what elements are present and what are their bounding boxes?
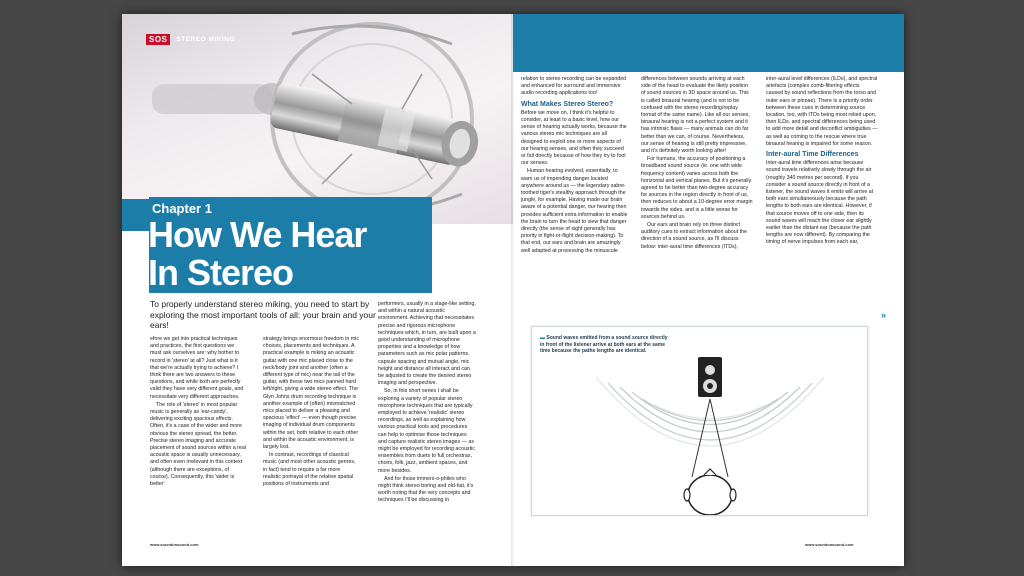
caption-marker-icon: ▬ xyxy=(540,335,547,341)
body-paragraph: Inter-aural time differences arise because sound travels relatively slowly through the air (roughly 340 metres per second). If you consider a sound source directly in front of a listener, the sound waves it emits will arrive at both ears simultaneously because the path lengths to both ears are identical. However, if that source moves off to one side, then its sound waves will reach the closer ear slightly earlier than the distant ear (because the path lengths are now different). By comparing the timing of nerve impulses from each ear, xyxy=(766,160,874,246)
body-paragraph: inter-aural level differences (ILDs), and spectral artefacts (complex comb-filtering effects caused by sound reflections from the torso and outer ears or pinnae). There is a priority order between these cues in determining source location, too, with ITDs being most relied upon, then ILDs, and spectral differences being used to add more detail and deconflict ambiguities — as well as coming to the rescue where true binaural hearing is impaired for some reason. xyxy=(766,76,878,147)
figure-caption-text: Sound waves emitted from a sound source directly in front of the listener arrive at both ears at the same time because the paths lengths are identical. xyxy=(540,335,668,354)
accent-band xyxy=(513,14,904,72)
body-paragraph: Our ears and brain rely on three distinct auditory cues to extract information about the direction of a sound source, as I'll discuss below: inter-aural time differences (ITDs), xyxy=(641,222,747,250)
speaker-icon xyxy=(698,357,722,397)
body-paragraph: The role of 'stereo' in most popular music is generally as 'ear-candy', delivering exciting spacious effects. Often, it's a case of the wider and more obvious the stereo spread, the better. Precise stereo imaging and accurate placement of sound sources within a real acoustic space is usually unnecessary, and often even irrelevant in this context (although there are exceptions, of course). Consequently, this 'wider is better' xyxy=(150,401,246,488)
body-paragraph: In contrast, recordings of classical music (and most other acoustic genres, in fact) tend to require a far more realistic portrayal of the relative spatial positions of instruments and xyxy=(263,452,356,488)
hearing-figure xyxy=(531,326,868,516)
body-paragraph: performers, usually in a stage-like setting, and within a natural acoustic environment. Achieving that necessitates precise and rigorous microphone techniques which, in turn, are built upon a good understanding of microphone properties and a knowledge of how parameters such as mic polar patterns, capsule spacing and mutual angle, mic height and distance all interact and can be adjusted to create the desired stereo imaging and perspective. xyxy=(378,301,476,387)
right-column-3 xyxy=(766,76,878,248)
page-footer-url: www.soundonsound.com xyxy=(805,542,854,547)
magazine-spread xyxy=(122,14,904,566)
section-label: STEREO MIKING xyxy=(176,36,235,43)
microphone-illustration xyxy=(122,14,513,224)
left-column-1 xyxy=(150,336,246,489)
body-paragraph: So, in this short series I shall be exploring a variety of popular stereo microphone techniques that are typically employed to achieve 'realistic' stereo recordings, as well as explaining how various practical tools and procedures can help to optimise those techniques and capture realistic stereo images — as might be employed for recording acoustic ensembles from duets to full orchestras, choirs, folk, jazz, ambient spaces, and more besides. xyxy=(378,388,475,474)
right-page xyxy=(513,14,904,566)
section-heading: Inter-aural Time Differences xyxy=(766,151,859,159)
body-paragraph: And for those immers-o-philes who might think stereo boring and old-hat, it's worth noting that the very concepts and techniques I'll be discussing in xyxy=(378,475,474,504)
continue-arrow-icon: » xyxy=(881,310,887,320)
body-paragraph: strategy brings enormous freedom in mic choices, placements and techniques. A practical example is miking an acoustic guitar with one mic placed close to the neck/body joint and another (often a different type of mic) near the tail of the guitar, with these two mics panned hard left/right, giving a wide stereo effect. The Glyn Johns drum recording technique is another example of (often) mismatched mics placed to deliver a pleasing and spacious 'effect' — even though precise imaging of individual drum components within the set, both relative to each other and within the acoustic environment, is largely lost. xyxy=(263,336,359,451)
article-title-line2: In Stereo xyxy=(148,252,294,293)
right-column-1 xyxy=(521,76,629,256)
right-column-2 xyxy=(641,76,753,252)
left-column-2 xyxy=(263,336,359,489)
body-paragraph: Before we move on, I think it's helpful to consider, at least to a basic level, how our sense of hearing actually works, because the various stereo mic techniques are all designed to exploit one or more aspects of our hearing senses, and often they succeed or fail directly because of how they try to fool our senses. xyxy=(521,109,627,167)
section-header xyxy=(146,34,235,45)
page-footer-url: www.soundonsound.com xyxy=(150,542,199,547)
intro-paragraph: To properly understand stereo miking, you need to start by exploring the most important tools of all: your brain and your ears! xyxy=(150,299,376,330)
left-page xyxy=(122,14,513,566)
sos-logo: SOS xyxy=(146,34,170,45)
body-paragraph: For humans, the accuracy of positioning a broadband sound source (ie. one with wide frequency content) varies across both the horizontal and vertical planes. But it's generally agreed to be better than two-degree accuracy for sources in the region directly in front of us, then reduces to about a 10-degree error margin towards the sides, and is a little worse for sources behind us. xyxy=(641,156,753,220)
left-column-3 xyxy=(378,301,476,506)
section-heading: What Makes Stereo Stereo? xyxy=(521,100,614,108)
body-paragraph: relation to stereo recording can be expanded and enhanced for surround and immersive audio recording applications too! xyxy=(521,76,627,97)
article-title-line1: How We Hear xyxy=(148,214,367,255)
body-paragraph: efore we get into practical techniques and practices, the first questions we must ask ourselves are: why bother to record in 'stereo' at all? Just what is it that we're actually trying to achieve? I think there are two answers to these questions, and while both are perfectly valid they have very different goals, and necessitate very different approaches. xyxy=(150,336,244,400)
body-paragraph: differences between sounds arriving at each side of the head to evaluate the likely position of sound sources in 3D space around us. This is called binaural hearing (and is not to be confused with the stereo recording/replay format of the same name). Like all our senses, binaural hearing is not a perfect system and it has intrinsic flaws — many animals can do far better than we can, of course. Nevertheless, our sense of hearing is still pretty impressive, and it's definitely worth looking after! xyxy=(641,76,750,155)
listener-diagram xyxy=(532,327,867,515)
microphone-photo xyxy=(122,14,513,224)
body-paragraph: Human hearing evolved, essentially, to warn us of impending danger located anywhere around us — the legendary sabre-toothed tiger's stealthy approach through the jungle, for example. Having made our brain aware of a potential danger, our hearing then provides sufficient extra information to enable the brain to turn the head to view that danger directly (the sense of sight generally has priority in fight-or-flight decision-making). To that end, our ears and brain are amazingly well adapted at processing the minuscule xyxy=(521,168,628,254)
chapter-label: Chapter 1 xyxy=(152,201,212,216)
